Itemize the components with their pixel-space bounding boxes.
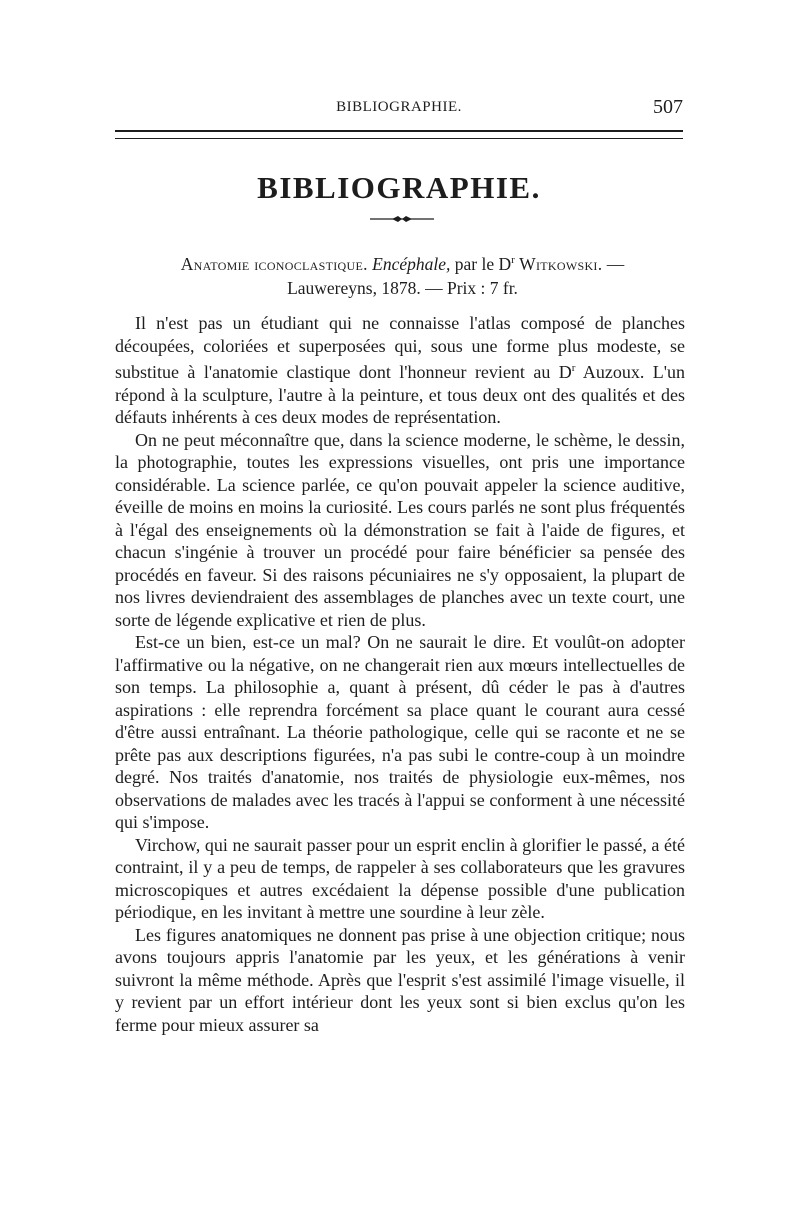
reference-line-1 <box>120 248 685 276</box>
reference-dash: — <box>606 253 625 274</box>
ornament-divider-icon <box>370 215 434 223</box>
header-rule-thick <box>115 130 683 132</box>
page-number: 507 <box>653 96 683 118</box>
paragraph <box>115 834 685 924</box>
bibliographic-reference <box>120 248 685 300</box>
reference-author-prefix: par le D <box>454 253 512 274</box>
paragraph-text: Il n'est pas un étudiant qui ne connaisse l'atlas composé de planches découpées, coloriées et superposées qui, sous une forme plus modeste, se substitue à l'anatomie clastique dont l'honneur revient au D <box>115 313 685 382</box>
paragraph <box>115 429 685 632</box>
section-title: BIBLIOGRAPHIE. <box>257 170 541 205</box>
paragraph-text: Est-ce un bien, est-ce un mal? On ne saurait le dire. Et voulût-on adopter l'affirmative ou la négative, on ne changerait rien aux mœurs intellectuelles de son temps. La philosophie a, quant à présent, dû céder le pas à d'autres aspirations : elle reprendra forcément sa place quant le courant aura cessé d'être aussi entraînant. La théorie pathologique, celle qui se raconte et ne se prête pas aux descriptions figurées, n'a pas subi le contre-coup à un moindre degré. Nos traités d'anatomie, nos traités de physiologie eux-mêmes, nos observations de malades avec les tracés à l'appui se conforment à une nécessité qui s'impose. <box>115 632 685 832</box>
header-rule-thin <box>115 138 683 139</box>
running-head <box>115 96 683 120</box>
paragraph <box>115 312 685 429</box>
paragraph-text: Virchow, qui ne saurait passer pour un esprit enclin à glorifier le passé, a été contraint, il y a peu de temps, de rappeler à ses collaborateurs que les gravures microscopiques et autres excédaient la dépense possible d'une publication périodique, en les invitant à mettre une sourdine à leur zèle. <box>115 834 685 922</box>
paragraph <box>115 924 685 1037</box>
paragraph-text: Les figures anatomiques ne donnent pas prise à une objection critique; nous avons toujours appris l'anatomie par les yeux, et les générations à venir suivront la même méthode. Après que l'esprit s'est assimilé l'image visuelle, il y revient par un effort intérieur dont les yeux sont si bien exclus qu'on les ferme pour mieux assurer sa <box>115 924 685 1035</box>
review-body <box>115 312 685 1036</box>
running-title: BIBLIOGRAPHIE. <box>336 99 462 115</box>
superscript: r <box>571 362 576 374</box>
reference-subtitle: Encéphale, <box>372 253 451 274</box>
paragraph <box>115 631 685 834</box>
paragraph-text: On ne peut méconnaître que, dans la science moderne, le schème, le dessin, la photographie, toutes les expressions visuelles, ont pris une importance considérable. La science parlée, ce qu'on pouvait appeler la science auditive, éveille de moins en moins la curiosité. Les cours parlés ne sont plus fréquentés à l'égal des enseignements où la démonstration se fait à l'aide de figures, et chacun s'ingénie à trouver un procédé pour faire bénéficier sa pensée des procédés en faveur. Si des raisons pécuniaires ne s'y opposaient, la plupart de nos livres deviendraient des assemblages de planches avec un texte court, une sorte de légende explicative et rien de plus. <box>115 429 685 630</box>
reference-author-sup: r <box>511 254 515 266</box>
reference-line-2: Lauwereyns, 1878. — Prix : 7 fr. <box>287 277 518 298</box>
reference-author: Witkowski. <box>519 253 603 274</box>
reference-work-title: Anatomie iconoclastique. <box>180 253 368 274</box>
paragraph-text: Auzoux. L'un répond à la sculpture, l'autre à la peinture, et tous deux ont des qualités et des défauts inhérents à ces deux modes de représentation. <box>115 362 685 427</box>
